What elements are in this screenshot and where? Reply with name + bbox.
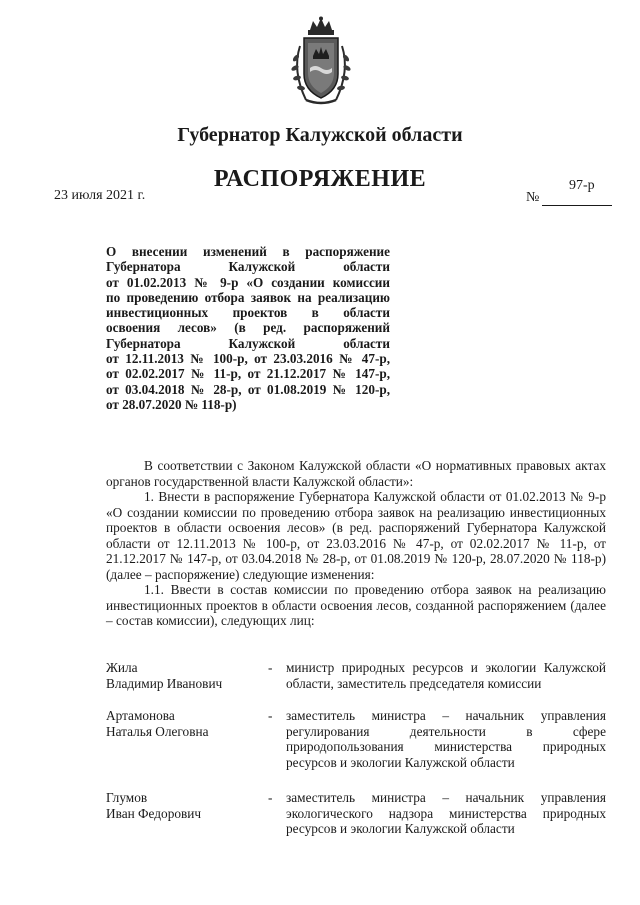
member-role — [286, 790, 606, 837]
subject-line: от 03.04.2018 № 28-р, от 01.08.2019 № 120-р, — [106, 381, 390, 397]
member-dash: - — [268, 708, 273, 723]
kaluga-coat-of-arms-icon — [286, 16, 356, 108]
document-number: 97-р — [569, 178, 595, 193]
member-surname: Артамонова — [106, 708, 175, 723]
role-line: экологического надзора министерства природных — [286, 805, 606, 821]
role-line: природопользования министерства природных — [286, 739, 606, 754]
role-line: заместитель министра – начальник управления — [286, 790, 606, 805]
member-given-names: Владимир Иванович — [106, 675, 223, 691]
document-body — [106, 458, 606, 629]
member-surname: Жила — [106, 660, 138, 675]
subject-line: Губернатора Калужской области — [106, 335, 390, 351]
role-line: ресурсов и экологии Калужской области — [286, 754, 515, 770]
member-given-names: Иван Федорович — [106, 805, 202, 821]
document-subject — [106, 244, 390, 412]
member-dash: - — [268, 790, 273, 805]
subject-line: от 02.02.2017 № 11-р, от 21.12.2017 № 147-р, — [106, 366, 390, 382]
member-name — [106, 708, 256, 739]
role-line: регулирования деятельности в сфере — [286, 723, 606, 739]
member-surname: Глумов — [106, 790, 148, 805]
subject-line: О внесении изменений в распоряжение — [106, 244, 390, 259]
subject-line: освоения лесов» (в ред. распоряжений — [106, 320, 390, 336]
subject-line: по проведению отбора заявок на реализацию — [106, 289, 390, 305]
number-sign: № — [526, 190, 540, 205]
subject-line: от 12.11.2013 № 100-р, от 23.03.2016 № 47-р, — [106, 351, 390, 367]
member-name — [106, 660, 256, 691]
member-role — [286, 708, 606, 770]
member-dash: - — [268, 660, 273, 675]
role-line: области, заместитель председателя комиссии — [286, 675, 542, 691]
role-line: министр природных ресурсов и экологии Калужской — [286, 660, 606, 675]
document-date: 23 июля 2021 г. — [54, 188, 146, 203]
role-line: заместитель министра – начальник управления — [286, 708, 606, 723]
item-1-1-paragraph: 1.1. Ввести в состав комиссии по проведению отбора заявок на реализацию инвестиционных проектов в области освоения лесов, созданной распоряжением (далее – состав комиссии), следующих лиц: — [106, 582, 606, 628]
item-1-paragraph: 1. Внести в распоряжение Губернатора Калужской области от 01.02.2013 № 9-р «О создании комиссии по проведению отбора заявок на реализацию инвестиционных проектов в области освоения лесов» (в ред. распоряжений Губернатора Калужской области от 12.11.2013 № 100-р, от 23.03.2016 № 47-р, от 02.02.2017 № 11-р, от 21.12.2017 № 147-р, от 03.04.2018 № 28-р, от 01.08.2019 № 120-р, 28.07.2020 № 118-р) (далее – распоряжение) следующие изменения: — [106, 489, 606, 582]
subject-line: от 28.07.2020 № 118-р) — [106, 396, 237, 412]
preamble-paragraph: В соответствии с Законом Калужской области «О нормативных правовых актах органов государственной власти Калужской области»: — [106, 458, 606, 489]
member-role — [286, 660, 606, 691]
document-type-title: РАСПОРЯЖЕНИЕ — [213, 166, 427, 192]
subject-line: Губернатора Калужской области — [106, 259, 390, 275]
document-number-block — [526, 178, 614, 208]
member-name — [106, 790, 256, 821]
issuing-authority: Губернатор Калужской области — [177, 124, 463, 146]
member-given-names: Наталья Олеговна — [106, 723, 209, 739]
subject-line: инвестиционных проектов в области — [106, 305, 390, 321]
role-line: ресурсов и экологии Калужской области — [286, 821, 515, 836]
number-underline — [542, 205, 612, 206]
subject-line: от 01.02.2013 № 9-р «О создании комиссии — [106, 274, 390, 290]
